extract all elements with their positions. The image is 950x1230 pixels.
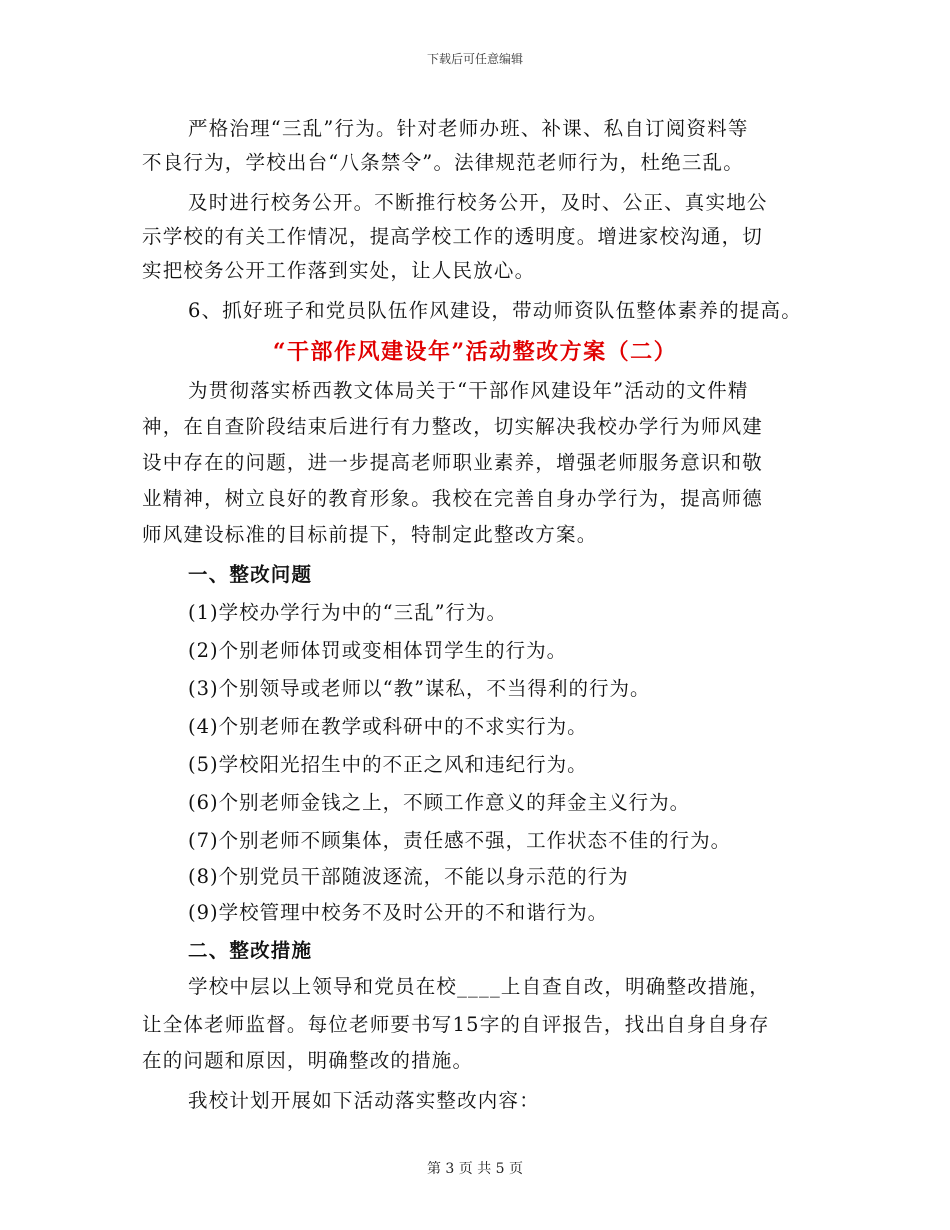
list-item: (9)学校管理中校务不及时公开的不和谐行为。	[188, 901, 609, 924]
section-heading-problems: 一、整改问题	[188, 563, 313, 586]
paragraph-line: 业精神，树立良好的教育形象。我校在完善自身办学行为，提高师德	[142, 487, 764, 510]
paragraph-line: 神，在自查阶段结束后进行有力整改，切实解决我校办学行为师风建	[142, 415, 764, 438]
page-footer: 第 3 页 共 5 页	[426, 1161, 524, 1177]
list-item: (4)个别老师在教学或科研中的不求实行为。	[188, 715, 588, 738]
paragraph-line: 6、抓好班子和党员队伍作风建设，带动师资队伍整体素养的提高。	[188, 299, 802, 322]
list-item: (1)学校办学行为中的“三乱”行为。	[188, 601, 508, 624]
list-item: (5)学校阳光招生中的不正之风和违纪行为。	[188, 753, 588, 776]
paragraph-line: 不良行为，学校出台“八条禁令”。法律规范老师行为，杜绝三乱。	[142, 151, 744, 174]
list-item: (2)个别老师体罚或变相体罚学生的行为。	[188, 639, 568, 662]
paragraph-line: 实把校务公开工作落到实处，让人民放心。	[142, 259, 536, 282]
paragraph-line: 示学校的有关工作情况，提高学校工作的透明度。增进家校沟通，切	[142, 225, 764, 248]
section-heading-measures: 二、整改措施	[188, 939, 313, 962]
paragraph-line: 设中存在的问题，进一步提高老师职业素养，增强老师服务意识和敬	[142, 451, 764, 474]
list-item: (6)个别老师金钱之上，不顾工作意义的拜金主义行为。	[188, 791, 691, 814]
paragraph-line: 师风建设标准的目标前提下，特制定此整改方案。	[142, 523, 598, 546]
page-header: 下载后可任意编辑	[426, 52, 523, 66]
paragraph-line: 严格治理“三乱”行为。针对老师办班、补课、私自订阅资料等	[188, 117, 749, 140]
paragraph-line: 让全体老师监督。每位老师要书写15字的自评报告，找出自身自身存	[142, 1013, 770, 1036]
paragraph-line: 我校计划开展如下活动落实整改内容：	[188, 1089, 540, 1112]
paragraph-line: 学校中层以上领导和党员在校____上自查自改，明确整改措施，	[188, 975, 771, 998]
list-item: (3)个别领导或老师以“教”谋私，不当得利的行为。	[188, 677, 651, 700]
list-item: (8)个别党员干部随波逐流，不能以身示范的行为	[188, 865, 629, 888]
paragraph-line: 及时进行校务公开。不断推行校务公开，及时、公正、真实地公	[188, 191, 768, 214]
paragraph-line: 为贯彻落实桥西教文体局关于“干部作风建设年”活动的文件精	[188, 379, 749, 402]
list-item: (7)个别老师不顾集体，责任感不强，工作状态不佳的行为。	[188, 829, 732, 852]
document-title: “干部作风建设年”活动整改方案（二）	[272, 339, 678, 365]
paragraph-line: 在的问题和原因，明确整改的措施。	[142, 1049, 474, 1072]
